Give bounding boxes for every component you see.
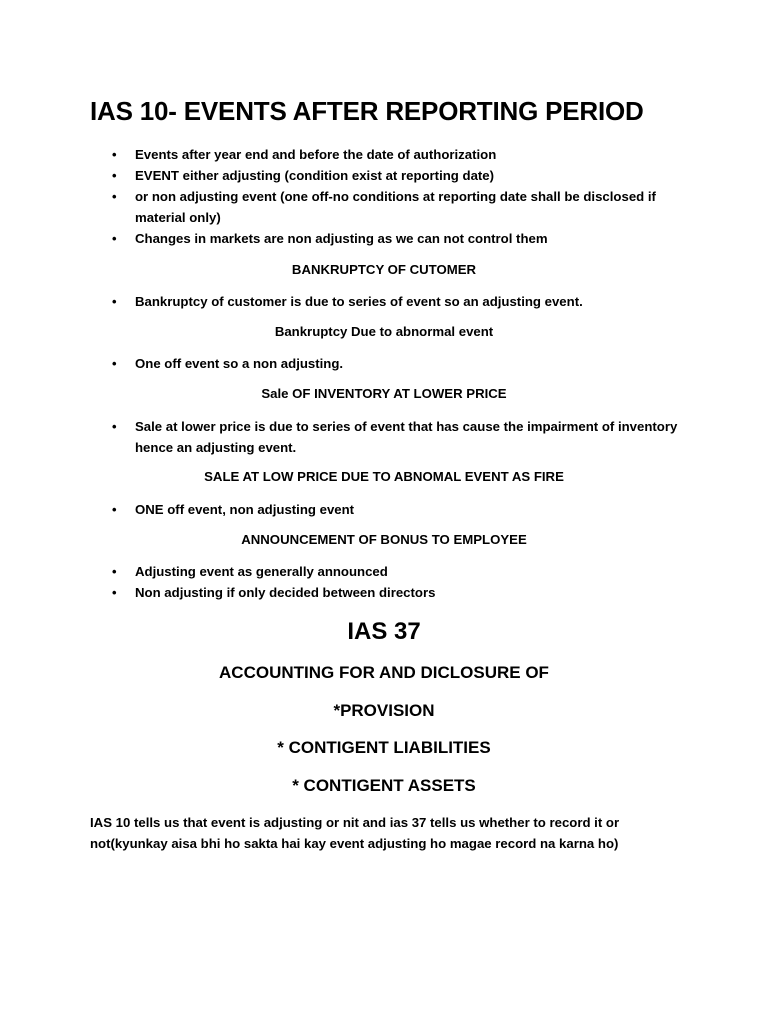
bullet-icon: •	[112, 356, 117, 371]
closing-paragraph: IAS 10 tells us that event is adjusting or nit and ias 37 tells us whether to record it or not(kyunkay aisa bhi ho sakta hai kay event adjusting ho magae record na karna ho)	[90, 815, 620, 851]
ias37-heading: IAS 37	[347, 618, 421, 645]
list-item: • Non adjusting if only decided between directors	[90, 582, 690, 603]
intro-bullet-list	[90, 144, 690, 249]
list-item: • One off event so a non adjusting.	[90, 353, 690, 374]
list-item: • ONE off event, non adjusting event	[90, 499, 690, 520]
bullet-icon: •	[112, 168, 117, 183]
section-heading: ANNOUNCEMENT OF BONUS TO EMPLOYEE	[241, 532, 527, 547]
bullet-icon: •	[112, 419, 117, 434]
section-heading: Sale OF INVENTORY AT LOWER PRICE	[261, 386, 507, 401]
section-bullet-list	[90, 353, 690, 374]
section-bullet-list	[90, 291, 690, 312]
section-heading: BANKRUPTCY OF CUTOMER	[291, 262, 477, 277]
ias37-line: * CONTIGENT LIABILITIES	[277, 738, 491, 757]
section-heading: SALE AT LOW PRICE DUE TO ABNOMAL EVENT AS FIRE	[204, 469, 564, 484]
list-item: • EVENT either adjusting (condition exist at reporting date)	[90, 165, 690, 186]
bullet-icon: •	[112, 502, 117, 517]
page-title: IAS 10- EVENTS AFTER REPORTING PERIOD	[90, 96, 644, 126]
list-item: • Bankruptcy of customer is due to series of event so an adjusting event.	[90, 291, 690, 312]
ias37-line: *PROVISION	[333, 701, 435, 720]
bullet-icon: •	[112, 294, 117, 309]
list-item: • Sale at lower price is due to series of event that has cause the impairment of inventory hence an adjusting event.	[90, 416, 690, 458]
bullet-icon: •	[112, 147, 117, 162]
bullet-icon: •	[112, 585, 117, 600]
list-item: • Adjusting event as generally announced	[90, 561, 690, 582]
ias37-line: * CONTIGENT ASSETS	[292, 776, 476, 795]
section-heading: Bankruptcy Due to abnormal event	[274, 324, 494, 339]
list-item: • Events after year end and before the date of authorization	[90, 144, 690, 165]
list-item: • or non adjusting event (one off-no conditions at reporting date shall be disclosed if material only)	[90, 186, 690, 228]
bullet-icon: •	[112, 564, 117, 579]
bullet-icon: •	[112, 231, 117, 246]
section-bullet-list	[90, 416, 690, 458]
ias37-line: ACCOUNTING FOR AND DICLOSURE OF	[219, 663, 549, 682]
section-bullet-list	[90, 499, 690, 520]
section-bullet-list	[90, 561, 690, 603]
list-item: • Changes in markets are non adjusting as we can not control them	[90, 228, 690, 249]
bullet-icon: •	[112, 189, 117, 204]
